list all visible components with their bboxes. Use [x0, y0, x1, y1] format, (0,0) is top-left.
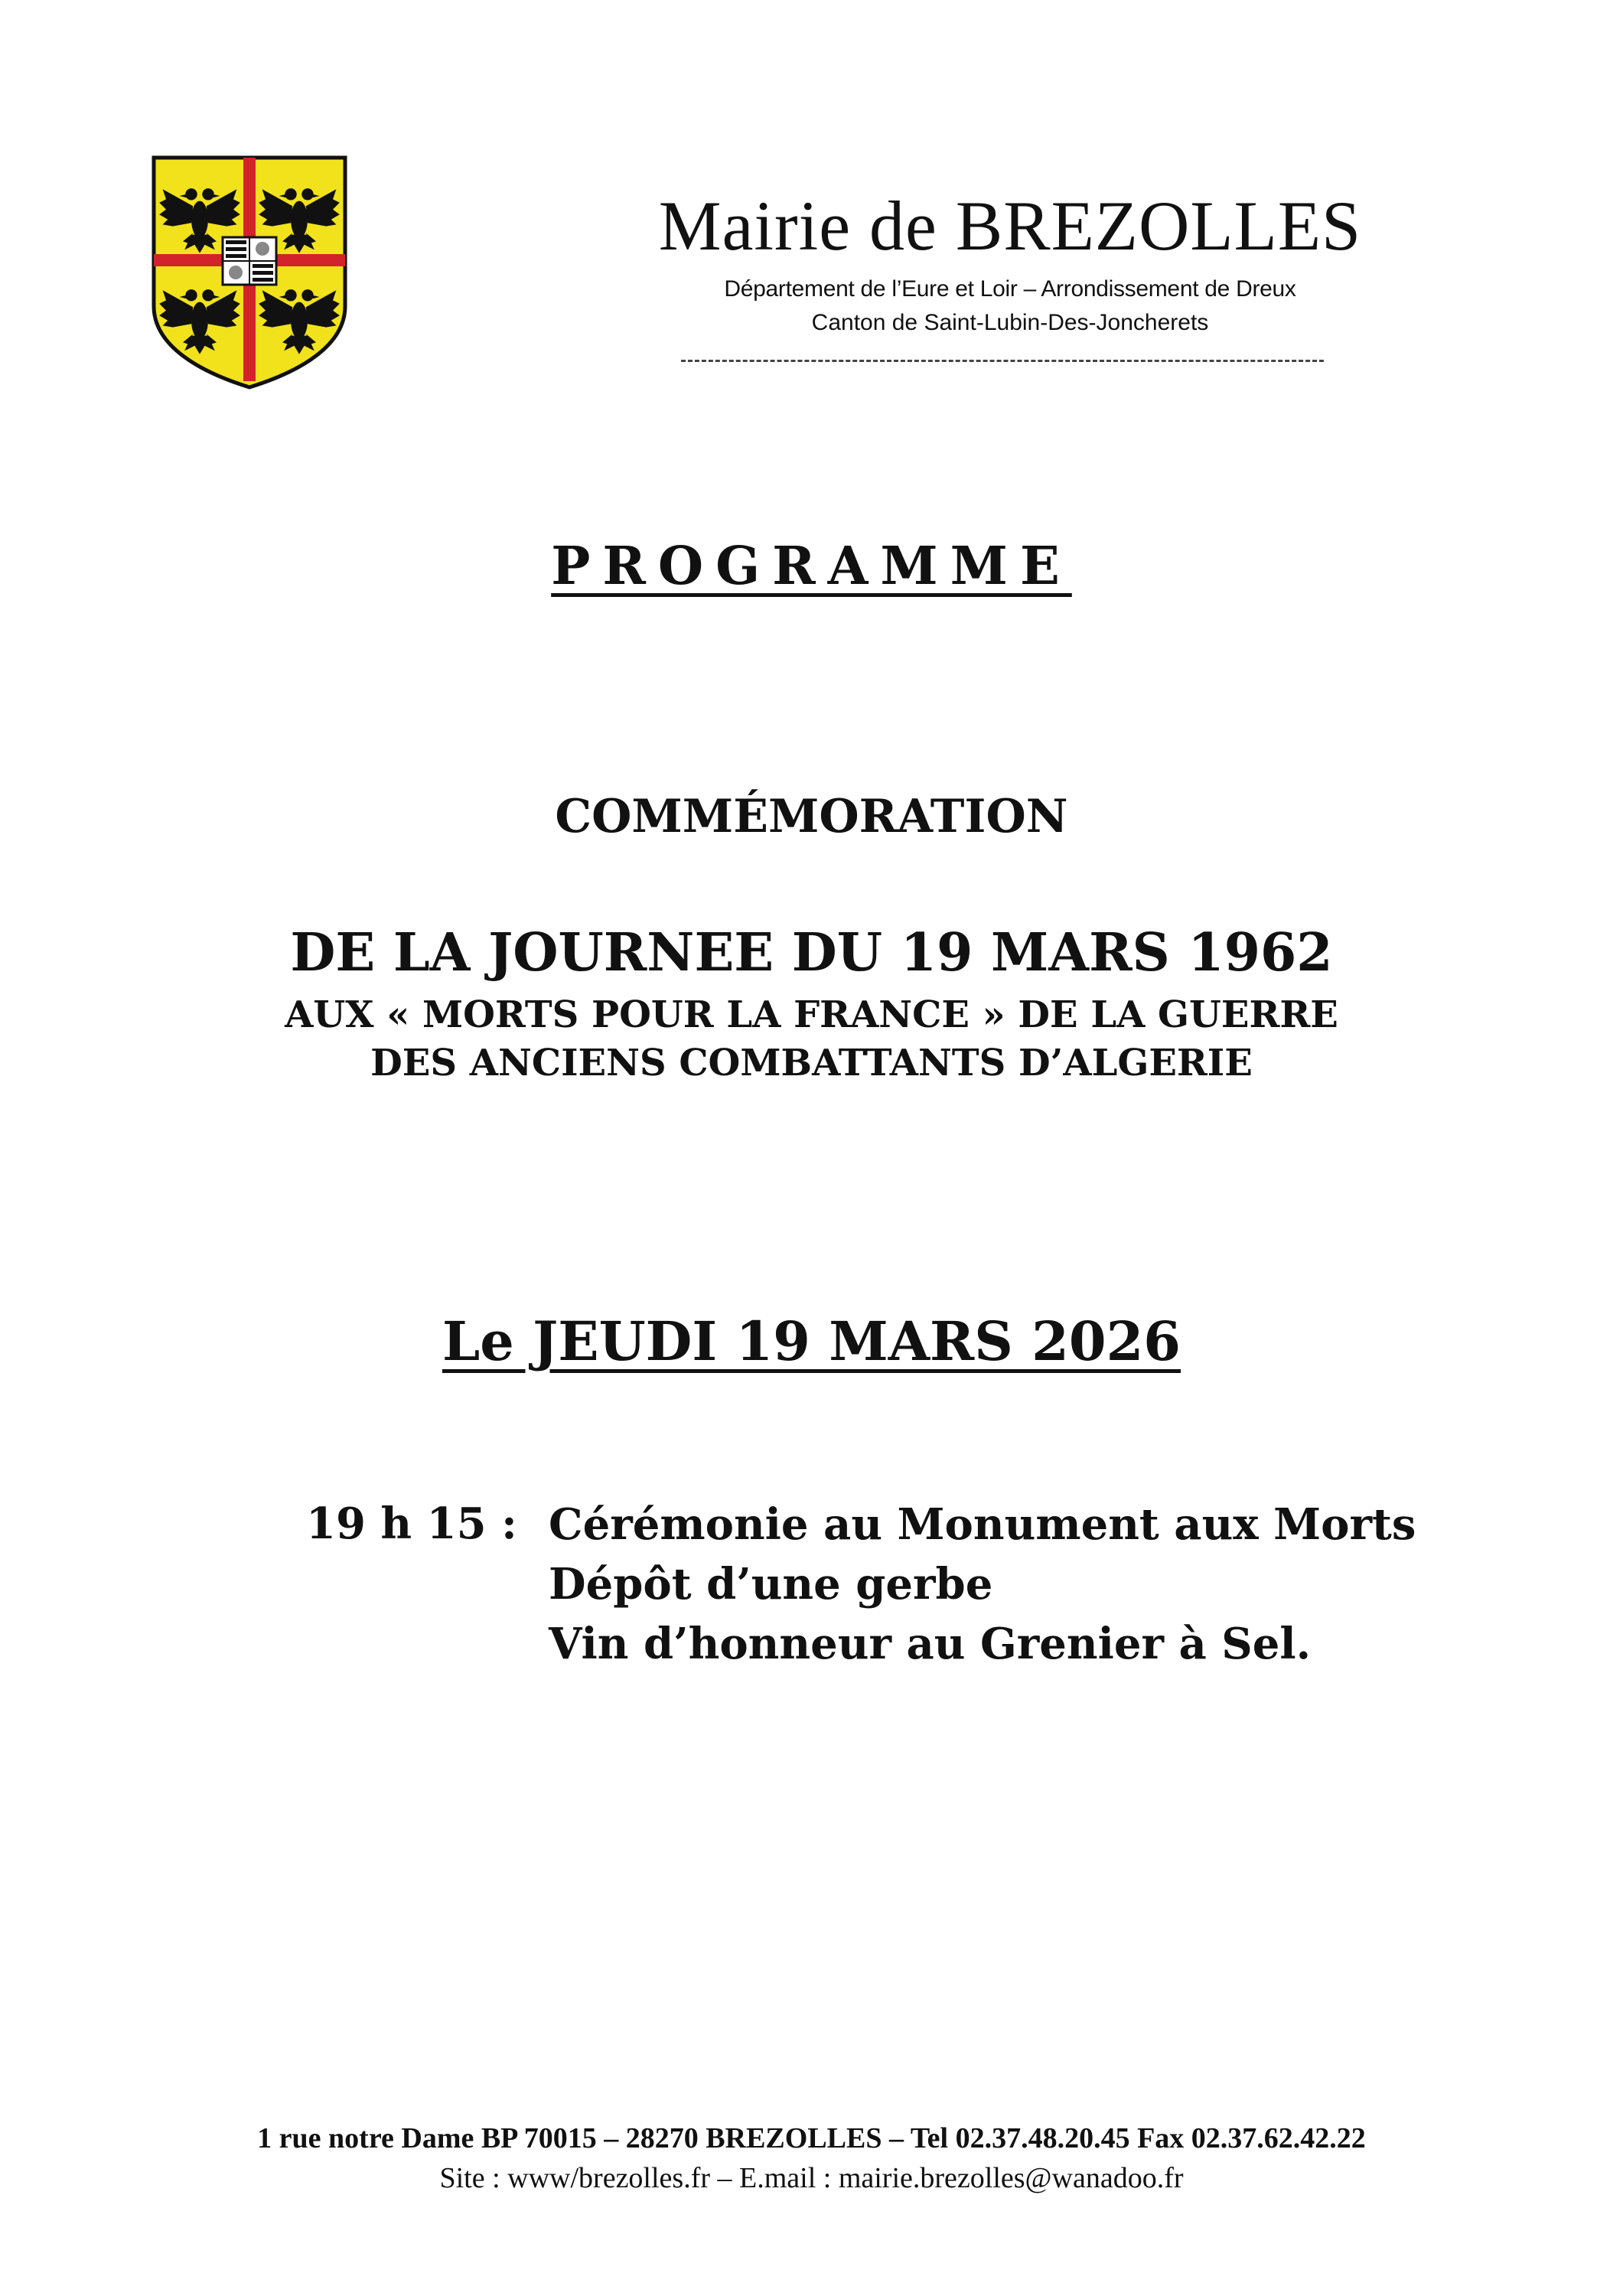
programme-heading [0, 536, 1623, 597]
canton-subtitle: Canton de Saint-Lubin-Des-Joncherets [811, 310, 1209, 335]
schedule-time: 19 h 15 : [306, 1499, 517, 1549]
schedule-list [549, 1495, 1416, 1674]
journee-heading: DE LA JOURNEE DU 19 MARS 1962 [290, 922, 1333, 983]
event-date [0, 1309, 1623, 1375]
header-divider [681, 360, 1324, 362]
schedule-item: Vin d’honneur au Grenier à Sel. [549, 1619, 1312, 1669]
schedule-item: Cérémonie au Monument aux Morts [549, 1499, 1416, 1550]
mairie-title: Mairie de BREZOLLES [658, 187, 1362, 265]
brezolles-coat-of-arms [149, 153, 350, 392]
anciens-combattants-line: DES ANCIENS COMBATTANTS D’ALGERIE [370, 1042, 1253, 1084]
programme-heading-text: PROGRAMME [551, 536, 1072, 597]
commemoration-heading: COMMÉMORATION [555, 790, 1068, 843]
footer-contact: Site : www/brezolles.fr – E.mail : mairie.brezolles@wanadoo.fr [439, 2162, 1184, 2194]
footer-address: 1 rue notre Dame BP 70015 – 28270 BREZOLLES – Tel 02.37.48.20.45 Fax 02.37.62.42.22 [257, 2122, 1366, 2154]
department-subtitle: Département de l’Eure et Loir – Arrondissement de Dreux [724, 276, 1296, 302]
aux-morts-line: AUX « MORTS POUR LA FRANCE » DE LA GUERRE [285, 993, 1338, 1036]
schedule-item: Dépôt d’une gerbe [549, 1559, 993, 1609]
event-date-text: Le JEUDI 19 MARS 2026 [442, 1309, 1181, 1373]
